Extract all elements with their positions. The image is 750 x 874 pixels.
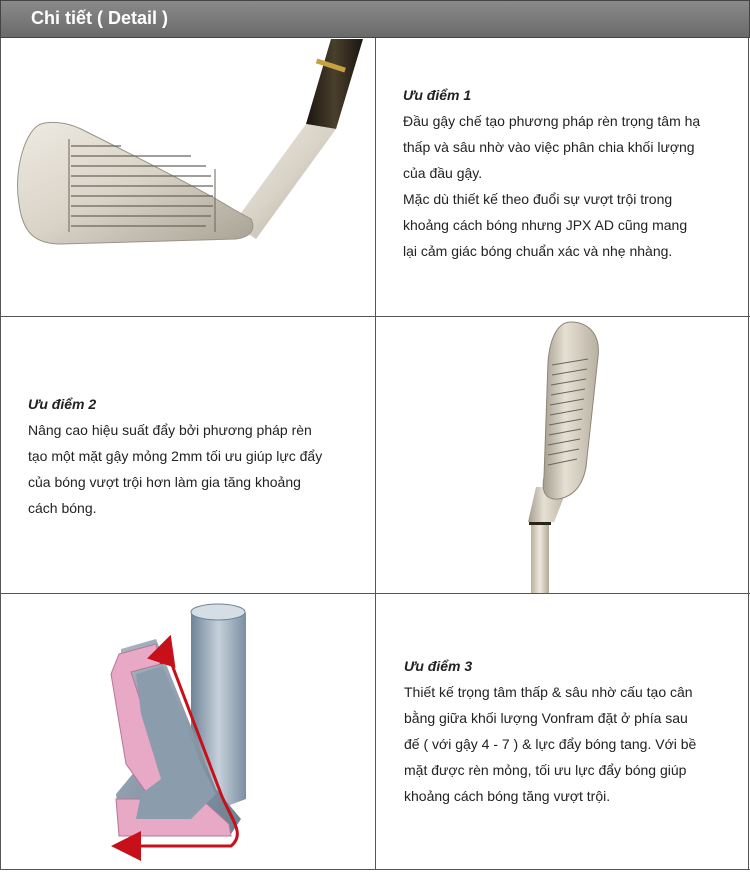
feature-3-line: khoảng cách bóng tăng vượt trội. (404, 788, 611, 804)
club-face-image (1, 39, 375, 316)
feature-2-line: của bóng vượt trội hơn làm gia tăng khoảng (28, 474, 301, 490)
feature-1-line: của đầu gậy. (403, 165, 483, 181)
feature-3-line: Thiết kế trọng tâm thấp & sâu nhờ cấu tạo cân (404, 684, 693, 700)
feature-3-text (404, 653, 744, 809)
feature-2-text (28, 391, 368, 521)
feature-1-text (403, 82, 743, 264)
section-title: Chi tiết ( Detail ) (31, 8, 169, 28)
section-header (0, 0, 750, 38)
feature-3-title: Ưu điểm 3 (404, 658, 473, 674)
feature-2-line: cách bóng. (28, 500, 97, 516)
feature-3-line: đế ( với gậy 4 - 7 ) & lực đẩy bóng tang. Với bề (404, 736, 697, 752)
feature-2-line: tạo một mặt gậy mỏng 2mm tối ưu giúp lực đẩy (28, 448, 323, 464)
feature-1-line: khoảng cách bóng nhưng JPX AD cũng mang (403, 217, 688, 233)
feature-1-line: lại cảm giác bóng chuẩn xác và nhẹ nhàng. (403, 243, 673, 259)
club-top-image (376, 317, 749, 593)
feature-1-line: Mặc dù thiết kế theo đuổi sự vượt trội trong (403, 191, 673, 207)
feature-2-title: Ưu điểm 2 (28, 396, 97, 412)
feature-3-line: mặt được rèn mỏng, tối ưu lực đẩy bóng giúp (404, 762, 687, 778)
cutaway-diagram (1, 594, 375, 869)
feature-1-line: thấp và sâu nhờ vào việc phân chia khối lượng (403, 139, 695, 155)
feature-2-line: Nâng cao hiệu suất đẩy bởi phương pháp rèn (28, 422, 312, 438)
feature-1-title: Ưu điểm 1 (403, 87, 472, 103)
feature-3-line: bằng giữa khối lượng Vonfram đặt ở phía sau (404, 710, 688, 726)
feature-1-line: Đầu gậy chế tạo phương pháp rèn trọng tâm hạ (403, 113, 701, 129)
